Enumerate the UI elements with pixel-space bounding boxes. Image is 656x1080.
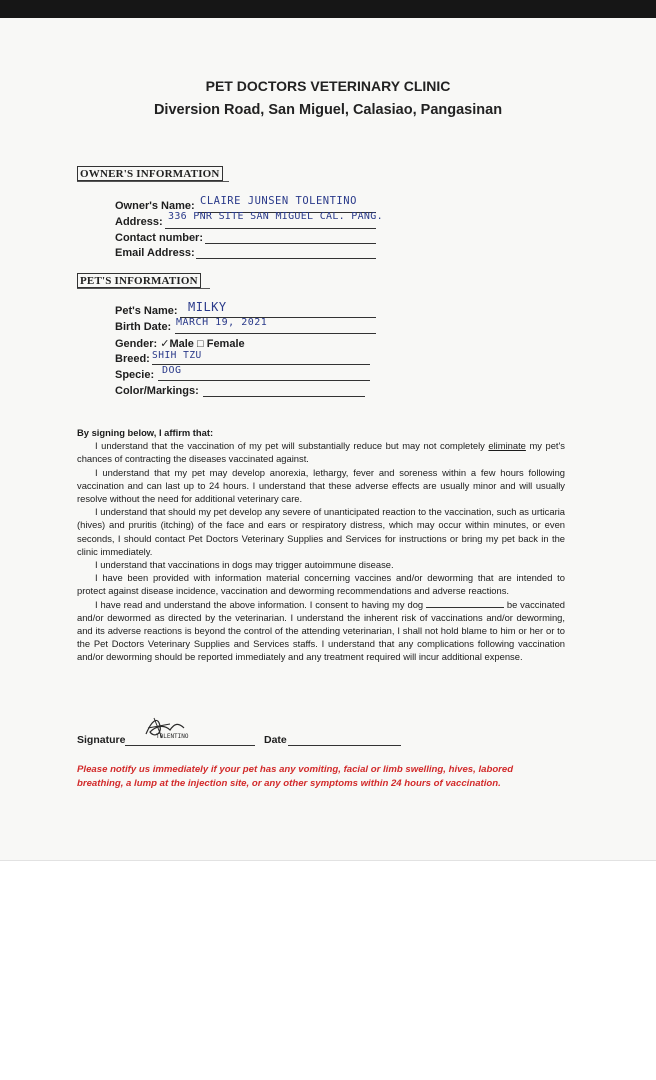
birth-date-line xyxy=(175,333,376,334)
email-address-line xyxy=(196,258,376,259)
pet-section-heading: PET'S INFORMATION xyxy=(77,273,201,288)
affirmation-p3: I understand that should my pet develop any severe of unanticipated reaction to the vaccination, such as urticaria (hives) and pruritis (itching) of the face and ears or respiratory distress, which may occur within minutes, or even seconds, I should contact Pet Doctors Veterinary Supplies and Services for instructions or bring my pet back in the clinic immediately. xyxy=(77,506,565,557)
signature-label: Signature xyxy=(77,734,126,746)
female-checkbox[interactable]: □ xyxy=(197,338,204,350)
address-value: 336 PNR SITE SAN MIGUEL CAL. PANG. xyxy=(168,211,383,222)
contact-number-line xyxy=(205,243,376,244)
breed-value: SHIH TZU xyxy=(152,350,202,361)
eliminate-emphasis: eliminate xyxy=(488,440,526,452)
affirmation-text xyxy=(77,426,565,664)
specie-value: DOG xyxy=(162,365,182,376)
signature-line xyxy=(125,745,255,746)
pet-name-value: MILKY xyxy=(188,300,227,314)
owner-section-heading: OWNER'S INFORMATION xyxy=(77,166,223,181)
affirmation-p4: I understand that vaccinations in dogs may trigger autoimmune disease. xyxy=(95,559,394,571)
contact-number-label: Contact number: xyxy=(115,232,203,244)
email-address-label: Email Address: xyxy=(115,247,195,259)
address-line xyxy=(165,228,376,229)
birth-date-label: Birth Date: xyxy=(115,321,172,333)
affirmation-p5: I have been provided with information material concerning vaccines and/or deworming that are intended to protect against disease incidence, vaccination and deworming recommendations and adverse reactions. xyxy=(77,572,565,597)
birth-date-value: MARCH 19, 2021 xyxy=(176,317,268,328)
scan-top-edge xyxy=(0,0,656,18)
date-label: Date xyxy=(264,734,287,746)
female-option-label: Female xyxy=(206,338,245,350)
specie-label: Specie: xyxy=(115,369,155,381)
color-markings-line xyxy=(203,396,365,397)
clinic-address: Diversion Road, San Miguel, Calasiao, Pangasinan xyxy=(153,102,503,118)
vaccination-notice: Please notify us immediately if your pet has any vomiting, facial or limb swelling, hives, labored breathing, a lump at the injection site, or any other symptoms within 24 hours of vaccination. xyxy=(77,764,514,789)
address-label: Address: xyxy=(115,216,163,228)
gender-label: Gender: xyxy=(115,338,158,350)
specie-line xyxy=(158,380,370,381)
male-option-label: Male xyxy=(169,338,194,350)
affirmation-p2: I understand that my pet may develop anorexia, lethargy, fever and soreness within a few hours following vaccination and can last up to 24 hours. I understand that these adverse effects are usually minor and will usually resolve without the need for additional veterinary care. xyxy=(77,466,565,505)
affirmation-p6: I have read and understand the above information. I consent to having my dog be vaccinated and/or dewormed as directed by the veterinarian. I understand the inherent risk of vaccinations and/or deworming, and its adverse reactions is beyond the control of the attending veterinarian, I shall not hold blame to him or her or to the Pet Doctors Veterinary Supplies and Services staffs. I understand that any complications following vaccination and/or deworming should be reported immediately and any treatment required will incur additional expense. xyxy=(77,598,565,663)
date-line xyxy=(288,745,401,746)
dog-name-blank xyxy=(426,607,504,608)
affirmation-p1: I understand that the vaccination of my pet will substantially reduce but may not completely eliminate my pet's chances of contracting the diseases vaccinated against. xyxy=(77,440,565,465)
breed-line xyxy=(152,364,370,365)
owner-name-value: CLAIRE JUNSEN TOLENTINO xyxy=(200,195,357,207)
clinic-name: PET DOCTORS VETERINARY CLINIC xyxy=(205,78,451,94)
affirmation-lead: By signing below, I affirm that: xyxy=(77,427,214,438)
signature-printed-name: TOLENTINO xyxy=(156,733,189,740)
breed-label: Breed: xyxy=(115,353,150,365)
owner-name-label: Owner's Name: xyxy=(115,200,195,212)
pet-section-rule xyxy=(77,288,210,289)
pet-name-label: Pet's Name: xyxy=(115,305,178,317)
male-checkbox[interactable]: ✓ xyxy=(160,338,170,350)
owner-section-rule xyxy=(77,181,229,182)
color-markings-label: Color/Markings: xyxy=(115,385,199,397)
gender-row xyxy=(115,337,245,350)
